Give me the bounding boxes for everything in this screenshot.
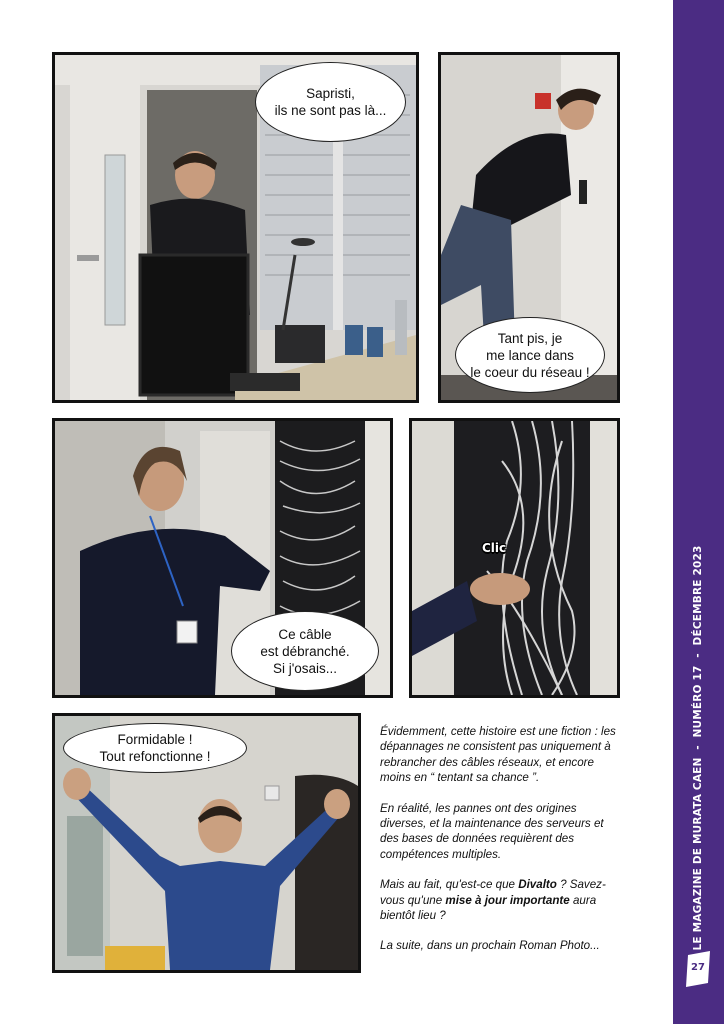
separator: -	[692, 653, 704, 658]
story-text-run: ? Savez-vous qu'une	[380, 878, 606, 907]
magazine-issue-label	[692, 546, 704, 951]
page-number: 27	[691, 962, 705, 973]
issue-date: DÉCEMBRE 2023	[692, 545, 704, 646]
cable-closeup-photo	[412, 421, 617, 695]
sound-effect-label: Clic	[482, 541, 507, 555]
comic-panel-4	[409, 418, 620, 698]
speech-bubble: Ce câble est débranché. Si j'osais...	[231, 611, 379, 691]
comic-panel-1	[52, 52, 419, 403]
speech-bubble: Sapristi, ils ne sont pas là...	[255, 62, 406, 142]
story-text	[380, 724, 620, 969]
magazine-title: LE MAGAZINE DE MURATA CAEN	[692, 757, 704, 951]
speech-bubble: Tant pis, je me lance dans le coeur du réseau !	[455, 317, 605, 393]
divalto-highlight: Divalto	[518, 878, 557, 892]
comic-panel-3	[52, 418, 393, 698]
story-text-run: Mais au fait, qu'est-ce que	[380, 878, 519, 892]
comic-panel-2	[438, 52, 620, 403]
issue-number: NUMÉRO 17	[692, 665, 704, 738]
story-paragraph: En réalité, les pannes ont des origines diverses, et la maintenance des serveurs et des bases de données requièrent des compétences multiples.	[380, 801, 604, 861]
story-text-run: aura bientôt lieu ?	[380, 893, 597, 923]
speech-bubble: Formidable ! Tout refonctionne !	[63, 723, 247, 773]
story-paragraph: Évidemment, cette histoire est une fiction : les dépannages ne consistent pas uniquement à rebrancher des câbles réseaux, et encore moins en “ tentant sa chance ”.	[380, 725, 616, 785]
comic-panel-5	[52, 713, 361, 973]
story-paragraph: La suite, dans un prochain Roman Photo...	[380, 939, 600, 953]
story-paragraph	[380, 877, 620, 923]
update-highlight: mise à jour importante	[445, 893, 570, 907]
separator: -	[692, 745, 704, 750]
